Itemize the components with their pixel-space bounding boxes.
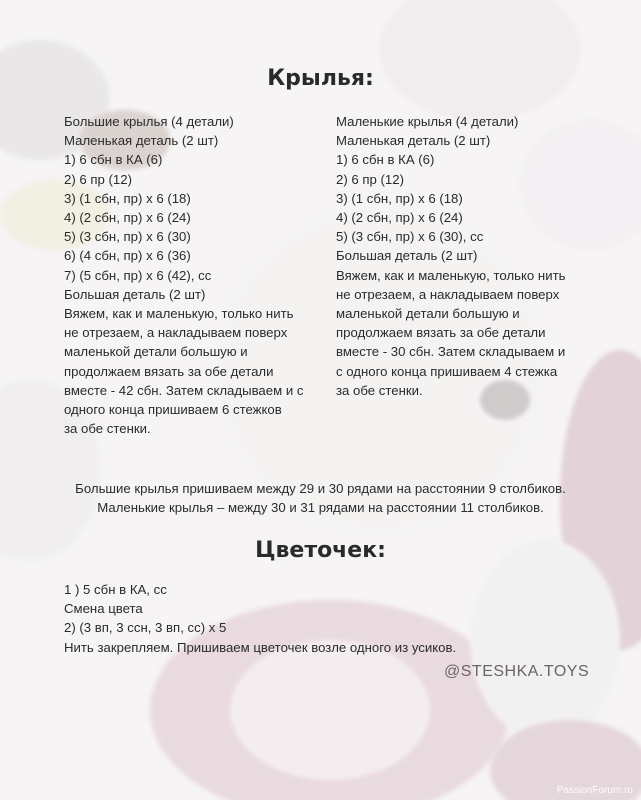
attach-note: Маленькие крылья – между 30 и 31 рядами на расстоянии 11 столбиков. (97, 500, 544, 516)
big-wings-line: не отрезаем, а накладываем поверх (64, 325, 288, 341)
big-wings-line: 4) (2 сбн, пр) х 6 (24) (64, 210, 191, 226)
small-wings-line: Маленькая деталь (2 шт) (336, 133, 491, 149)
big-wings-line: одного конца пришиваем 6 стежков (64, 402, 282, 418)
big-wings-line: продолжаем вязать за обе детали (64, 363, 274, 379)
attach-notes (0, 479, 641, 517)
small-wings-line: 4) (2 сбн, пр) х 6 (24) (336, 210, 463, 226)
big-wings-line: 6) (4 сбн, пр) х 6 (36) (64, 248, 191, 264)
small-wings-line: Маленькие крылья (4 детали) (336, 114, 519, 129)
big-wings-line: Большие крылья (4 детали) (64, 114, 234, 129)
big-wings-column (64, 112, 303, 438)
small-wings-line: маленькой детали большую и (336, 306, 520, 322)
small-wings-line: продолжаем вязать за обе детали (336, 325, 546, 341)
big-wings-line: Большая деталь (2 шт) (64, 286, 206, 302)
attach-note: Большие крылья пришиваем между 29 и 30 рядами на расстоянии 9 столбиков. (75, 481, 566, 496)
big-wings-line: маленькой детали большую и (64, 344, 248, 360)
small-wings-line: 3) (1 сбн, пр) х 6 (18) (336, 190, 463, 206)
small-wings-line: с одного конца пришиваем 4 стежка (336, 363, 558, 379)
big-wings-line: 7) (5 сбн, пр) х 6 (42), сс (64, 267, 212, 283)
small-wings-line: за обе стенки. (336, 382, 423, 398)
small-wings-line: не отрезаем, а накладываем поверх (336, 286, 560, 302)
small-wings-line: Вяжем, как и маленькую, только нить (336, 267, 566, 283)
big-wings-line: за обе стенки. (64, 421, 151, 437)
small-wings-line: 2) 6 пр (12) (336, 171, 404, 187)
site-watermark: PassionForum.ru (556, 785, 633, 796)
small-wings-line: 1) 6 сбн в КА (6) (336, 152, 435, 168)
big-wings-line: Маленькая деталь (2 шт) (64, 133, 219, 149)
flower-title: Цветочек: (255, 538, 386, 563)
big-wings-line: 1) 6 сбн в КА (6) (64, 152, 163, 168)
flower-line: 1 ) 5 сбн в КА, сс (64, 582, 167, 597)
flower-line: 2) (3 вп, 3 ссн, 3 вп, сс) х 5 (64, 620, 227, 636)
small-wings-line: Большая деталь (2 шт) (336, 248, 478, 264)
big-wings-line: 3) (1 сбн, пр) х 6 (18) (64, 190, 191, 206)
big-wings-line: вместе - 42 сбн. Затем складываем и с (64, 382, 304, 398)
flower-instructions (64, 580, 456, 657)
small-wings-line: вместе - 30 сбн. Затем складываем и (336, 344, 566, 360)
flower-line: Нить закрепляем. Пришиваем цветочек возле одного из усиков. (64, 639, 457, 655)
small-wings-column (336, 112, 566, 400)
big-wings-line: Вяжем, как и маленькую, только нить (64, 306, 294, 322)
small-wings-line: 5) (3 сбн, пр) х 6 (30), сс (336, 229, 484, 245)
wings-title: Крылья: (267, 66, 374, 91)
big-wings-line: 5) (3 сбн, пр) х 6 (30) (64, 229, 191, 245)
flower-line: Смена цвета (64, 601, 143, 617)
watermark: @STESHKA.TOYS (444, 663, 590, 680)
big-wings-line: 2) 6 пр (12) (64, 171, 132, 187)
